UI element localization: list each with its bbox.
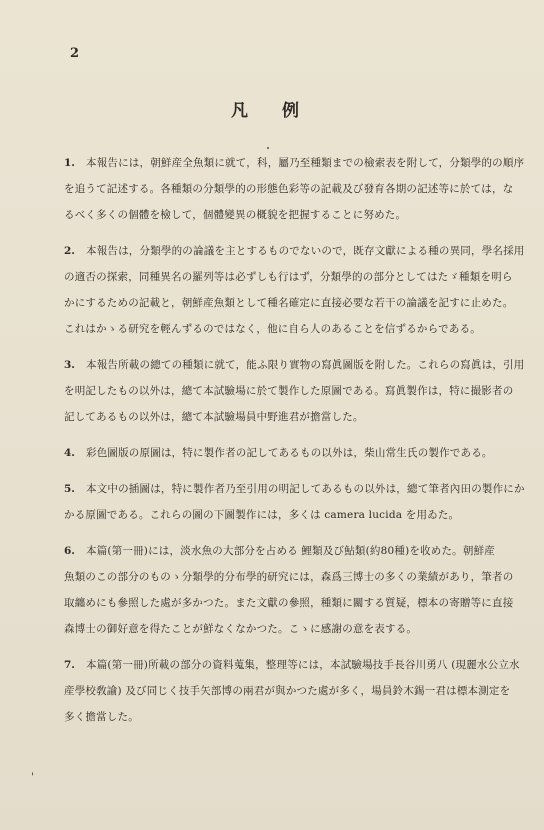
decorative-dot bbox=[267, 147, 269, 149]
item-text-line: の適否の探索，同種異名の羅列等は必ずしも行はず，分類學的の部分としてはたゞ種類を明ら bbox=[64, 271, 513, 283]
item-text-line: 記してあるもの以外は，總て本試驗場員中野進君が擔當した。 bbox=[64, 411, 364, 423]
item-text-line: るべく多くの個體を檢して，個體變異の概貌を把握することに努めた。 bbox=[64, 209, 407, 221]
item-text-line: 本報告は，分類學的の論議を主とするものでないので，既存文獻による種の異同，學名採用 bbox=[86, 245, 525, 257]
item-text-line: 本篇(第一冊)所載の部分の資料蒐集，整理等には，本試驗場技手長谷川勇八 (現麗水公立水 bbox=[86, 659, 520, 671]
item-text-line: 彩色圖版の原圖は，特に製作者の記してあるもの以外は，柴山常生氏の製作である。 bbox=[86, 447, 493, 459]
item-text-line: 本報告には，朝鮮産全魚類に就て，科，屬乃至種類までの檢索表を附して，分類學的の順序 bbox=[86, 157, 525, 169]
page-title: 凡 例 bbox=[231, 101, 313, 121]
item-number: 4. bbox=[64, 447, 75, 459]
item-number: 3. bbox=[64, 359, 75, 371]
margin-mark: ' bbox=[31, 772, 34, 783]
item-number: 7. bbox=[64, 659, 75, 671]
item-number: 6. bbox=[64, 545, 75, 557]
item-text-line: 本篇(第一冊)には，淡水魚の大部分を占める 鯉類及び鮎類(約80種)を收めた。朝鮮産 bbox=[86, 545, 495, 557]
item-text-line: かる原圖である。これらの圖の下圖製作には，多くは camera lucida を用ゐた。 bbox=[64, 509, 460, 521]
list-item bbox=[64, 440, 524, 466]
item-text-line: 本報告所載の總ての種類に就て，能ふ限り實物の寫眞圖版を附した。これらの寫眞は，引用 bbox=[86, 359, 525, 371]
item-text-line: 取纏めにも參照した處が多かつた。また文獻の參照，種類に關する質疑，標本の寄贈等に直接 bbox=[64, 597, 514, 609]
list-item bbox=[64, 538, 524, 642]
explanatory-notes-list bbox=[64, 150, 524, 740]
item-text-line: 本文中の插圖は，特に製作者乃至引用の明記してあるもの以外は，總て筆者內田の製作にか bbox=[86, 483, 525, 495]
item-text-line: を追うて記述する。各種類の分類學的の形態色彩等の記載及び發育各期の記述等に於ては，な bbox=[64, 183, 514, 195]
item-text-line: 産學校敎諭) 及び同じく技手矢部博の兩君が與かつた處が多く，場員鈴木錫一君は標本測定を bbox=[64, 685, 511, 697]
item-number: 1. bbox=[64, 157, 75, 169]
item-text-line: これはかゝる研究を輕んずるのではなく，他に自ら人のあることを信ずるからである。 bbox=[64, 323, 481, 335]
page-number: 2 bbox=[70, 46, 80, 61]
item-text-line: を明記したもの以外は，總て本試驗場に於て製作した原圖である。寫眞製作は，特に撮影者の bbox=[64, 385, 514, 397]
list-item bbox=[64, 238, 524, 342]
item-text-line: かにするための記載と，朝鮮産魚類として種名確定に直接必要な若干の論議を記すに止めた。 bbox=[64, 297, 514, 309]
item-text-line: 多く擔當した。 bbox=[64, 711, 139, 723]
list-item bbox=[64, 652, 524, 730]
item-text-line: 森博士の御好意を得たことが鮮なくなかつた。こゝに感謝の意を表する。 bbox=[64, 623, 418, 635]
list-item bbox=[64, 476, 524, 528]
item-text-line: 魚類のこの部分のものゝ分類學的分布學的研究には，森爲三博士の多くの業績があり，筆者の bbox=[64, 571, 514, 583]
list-item bbox=[64, 150, 524, 228]
list-item bbox=[64, 352, 524, 430]
item-number: 5. bbox=[64, 483, 75, 495]
item-number: 2. bbox=[64, 245, 75, 257]
